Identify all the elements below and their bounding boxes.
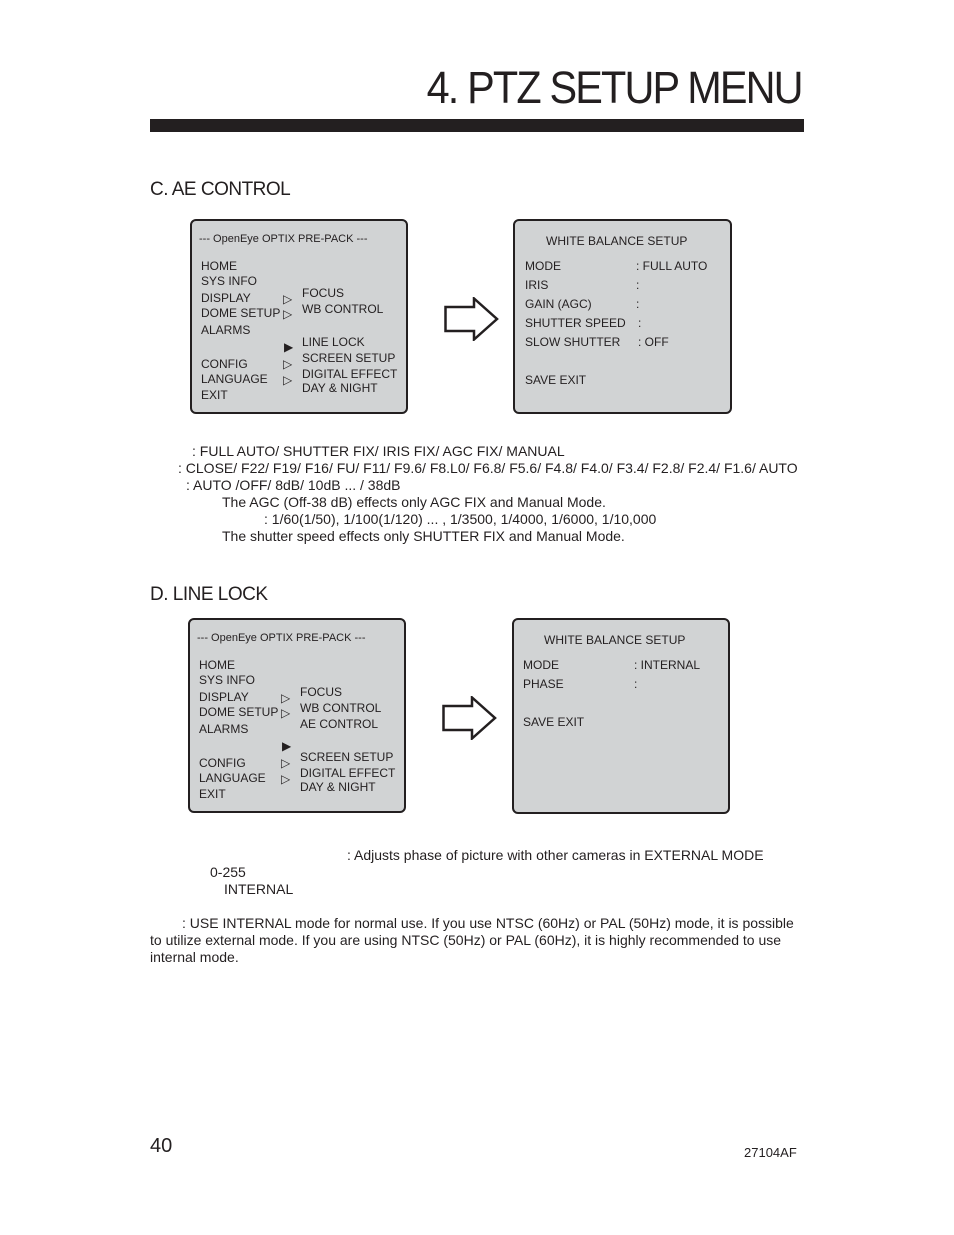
panel-title: WHITE BALANCE SETUP [546, 234, 688, 248]
note-line-2: to utilize external mode. If you are using NTSC (50Hz) or PAL (60Hz), it is highly recommended to use [150, 932, 782, 948]
setting-label-mode: MODE [523, 658, 559, 672]
submenu-item-wb-control: WB CONTROL [302, 302, 384, 316]
shutter-options: : 1/60(1/50), 1/100(1/120) ... , 1/3500, 1/4000, 1/6000, 1/10,000 [264, 511, 657, 527]
submenu-arrow-icon: ▷ [283, 292, 293, 306]
phase-range: 0-255 [210, 864, 246, 880]
section-d-heading: D. LINE LOCK [150, 584, 268, 605]
submenu-arrow-icon: ▷ [281, 756, 291, 770]
submenu-arrow-icon: ▷ [283, 307, 293, 321]
menu-item-display: DISPLAY [201, 291, 251, 305]
selected-arrow-icon: ▶ [282, 739, 292, 753]
phase-default: INTERNAL [224, 881, 294, 897]
ae-settings-screen [513, 219, 732, 414]
setting-value-mode: : INTERNAL [634, 658, 701, 672]
setting-label-iris: IRIS [525, 278, 549, 292]
submenu-item-line-lock: LINE LOCK [302, 335, 365, 349]
menu-item-home: HOME [201, 259, 237, 273]
page-number: 40 [150, 1135, 173, 1157]
menu-item-exit: EXIT [199, 787, 226, 801]
note-line-3: internal mode. [150, 949, 239, 965]
mode-options: : FULL AUTO/ SHUTTER FIX/ IRIS FIX/ AGC FIX/ MANUAL [192, 443, 565, 459]
panel-title: WHITE BALANCE SETUP [544, 633, 686, 647]
submenu-item-focus: FOCUS [300, 685, 342, 699]
setting-value-slow-shutter: : OFF [638, 335, 669, 349]
setting-value-shutter-speed: : [638, 316, 642, 330]
page-title: 4. PTZ SETUP MENU [426, 62, 802, 113]
ae-menu-screen [190, 219, 408, 414]
setting-label-gain: GAIN (AGC) [525, 297, 592, 311]
submenu-arrow-icon: ▷ [281, 772, 291, 786]
right-arrow-icon [444, 297, 500, 341]
setting-value-gain: : [636, 297, 640, 311]
menu-header: --- OpenEye OPTIX PRE-PACK --- [197, 632, 366, 644]
menu-item-sys-info: SYS INFO [199, 673, 256, 687]
line-lock-settings-screen [512, 618, 730, 814]
shutter-note: The shutter speed effects only SHUTTER FIX and Manual Mode. [222, 528, 625, 544]
menu-item-language: LANGUAGE [201, 372, 268, 386]
submenu-arrow-icon: ▷ [283, 357, 293, 371]
right-arrow-icon [442, 696, 498, 740]
setting-value-iris: : [636, 278, 640, 292]
menu-header: --- OpenEye OPTIX PRE-PACK --- [199, 233, 368, 245]
menu-item-config: CONFIG [201, 357, 248, 371]
submenu-item-screen-setup: SCREEN SETUP [300, 750, 394, 764]
submenu-item-day-night: DAY & NIGHT [300, 780, 376, 794]
submenu-item-digital-effect: DIGITAL EFFECT [302, 367, 398, 381]
submenu-arrow-icon: ▷ [281, 706, 291, 720]
submenu-item-focus: FOCUS [302, 286, 344, 300]
phase-description: : Adjusts phase of picture with other cameras in EXTERNAL MODE [347, 847, 764, 863]
menu-item-sys-info: SYS INFO [201, 274, 258, 288]
document-code: 27104AF [744, 1145, 797, 1160]
save-exit-label: SAVE EXIT [523, 715, 585, 729]
menu-item-display: DISPLAY [199, 690, 249, 704]
iris-options: : CLOSE/ F22/ F19/ F16/ FU/ F11/ F9.6/ F8.L0/ F6.8/ F5.6/ F4.8/ F4.0/ F3.4/ F2.8/ F2.4/ F1.6/ AUTO [178, 460, 798, 476]
setting-label-shutter-speed: SHUTTER SPEED [525, 316, 626, 330]
menu-item-dome-setup: DOME SETUP [199, 705, 279, 719]
submenu-item-screen-setup: SCREEN SETUP [302, 351, 396, 365]
setting-label-phase: PHASE [523, 677, 564, 691]
setting-label-slow-shutter: SLOW SHUTTER [525, 335, 621, 349]
menu-item-home: HOME [199, 658, 235, 672]
menu-item-exit: EXIT [201, 388, 228, 402]
save-exit-label: SAVE EXIT [525, 373, 587, 387]
selected-arrow-icon: ▶ [284, 340, 294, 354]
submenu-item-ae-control: AE CONTROL [300, 717, 379, 731]
submenu-item-wb-control: WB CONTROL [300, 701, 382, 715]
gain-options: : AUTO /OFF/ 8dB/ 10dB ... / 38dB [186, 477, 401, 493]
setting-value-mode: : FULL AUTO [636, 259, 708, 273]
note-line-1: : USE INTERNAL mode for normal use. If you use NTSC (60Hz) or PAL (50Hz) mode, it is possible [182, 915, 794, 931]
title-rule [150, 119, 804, 132]
section-c-heading: C. AE CONTROL [150, 179, 291, 200]
line-lock-menu-screen [188, 618, 406, 813]
menu-item-alarms: ALARMS [199, 722, 249, 736]
gain-note: The AGC (Off-38 dB) effects only AGC FIX and Manual Mode. [222, 494, 606, 510]
setting-value-phase: : [634, 677, 638, 691]
submenu-item-day-night: DAY & NIGHT [302, 381, 378, 395]
menu-item-language: LANGUAGE [199, 771, 266, 785]
submenu-arrow-icon: ▷ [283, 373, 293, 387]
menu-item-alarms: ALARMS [201, 323, 251, 337]
submenu-item-digital-effect: DIGITAL EFFECT [300, 766, 396, 780]
submenu-arrow-icon: ▷ [281, 691, 291, 705]
menu-item-dome-setup: DOME SETUP [201, 306, 281, 320]
menu-item-config: CONFIG [199, 756, 246, 770]
setting-label-mode: MODE [525, 259, 561, 273]
